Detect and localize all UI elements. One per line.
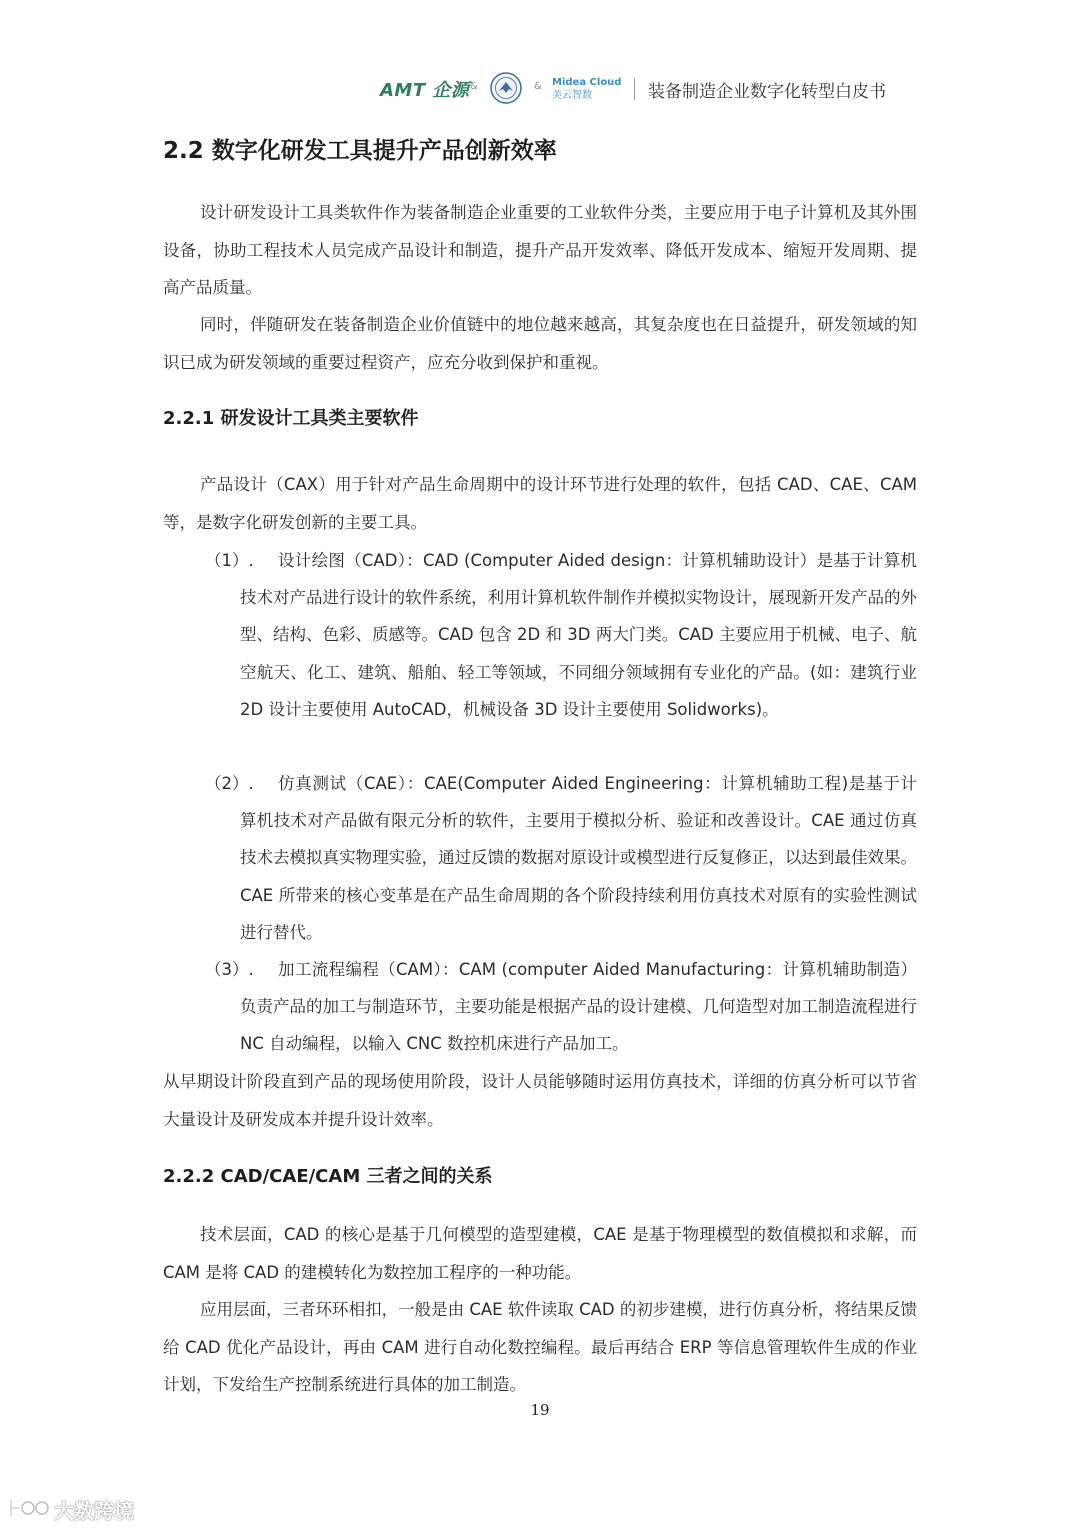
watermark-text: 大数跨境 <box>54 1499 134 1523</box>
list-item <box>205 951 917 1063</box>
page-header <box>380 72 920 112</box>
list-item <box>205 542 917 728</box>
subsection-heading: 2.2.1 研发设计工具类主要软件 <box>163 408 419 429</box>
midea-cloud-logo-text: Midea Cloud <box>552 77 622 88</box>
list-item-text: 仿真测试（CAE）：CAE(Computer Aided Engineering：计算机辅助工程)是基于计算机技术对产品做有限元分析的软件，主要用于模拟分析、验证和改善设计。CAE 通过仿真技术去模拟真实物理实验，通过反馈的数据对原设计或模型进行反复修正，以达到最佳效果。CAE 所带来的核心变革是在产品生命周期的各个阶段持续利用仿真技术对原有的实验性测试进行替代。 <box>240 774 917 942</box>
watermark-logo-icon <box>8 1496 52 1520</box>
paragraph: 技术层面，CAD 的核心是基于几何模型的造型建模，CAE 是基于物理模型的数值模拟和求解，而 CAM 是将 CAD 的建模转化为数控加工程序的一种功能。 <box>163 1225 917 1282</box>
document-title: 装备制造企业数字化转型白皮书 <box>648 82 886 102</box>
section-heading: 2.2 数字化研发工具提升产品创新效率 <box>163 138 557 164</box>
paragraph: 同时，伴随研发在装备制造企业价值链中的地位越来越高，其复杂度也在日益提升，研发领域的知识已成为研发领域的重要过程资产，应充分收到保护和重视。 <box>163 315 917 372</box>
page-number: 19 <box>530 1401 550 1419</box>
university-seal-logo <box>490 72 522 104</box>
header-divider <box>634 78 635 100</box>
paragraph: 设计研发设计工具类软件作为装备制造企业重要的工业软件分类，主要应用于电子计算机及其外围设备，协助工程技术人员完成产品设计和制造，提升产品开发效率、降低开发成本、缩短开发周期、提高产品质量。 <box>163 203 917 297</box>
paragraph: 产品设计（CAX）用于针对产品生命周期中的设计环节进行处理的软件，包括 CAD、CAE、CAM 等，是数字化研发创新的主要工具。 <box>163 475 917 532</box>
list-item-number: （3）. <box>205 960 254 979</box>
list-item <box>205 765 917 951</box>
watermark <box>8 1494 148 1522</box>
list-item-text: 设计绘图（CAD）：CAD (Computer Aided design：计算机辅助设计）是基于计算机技术对产品进行设计的软件系统，利用计算机软件制作并模拟实物设计，展现新开发产品的外型、结构、色彩、质感等。CAD 包含 2D 和 3D 两大门类。CAD 主要应用于机械、电子、航空航天、化工、建筑、船舶、轻工等领域，不同细分领域拥有专业化的产品。(如：建筑行业 2D 设计主要使用 AutoCAD，机械设备 3D 设计主要使用 Solidworks)。 <box>240 551 917 719</box>
list-item-text: 加工流程编程（CAM）：CAM (computer Aided Manufacturing：计算机辅助制造）负责产品的加工与制造环节，主要功能是根据产品的设计建模、几何造型对加工制造流程进行 NC 自动编程，以输入 CNC 数控机床进行产品加工。 <box>240 960 917 1054</box>
paragraph: 从早期设计阶段直到产品的现场使用阶段，设计人员能够随时运用仿真技术，详细的仿真分析可以节省大量设计及研发成本并提升设计效率。 <box>163 1072 917 1129</box>
list-item-number: （2）. <box>205 774 254 793</box>
amt-logo: AMT 企源 <box>380 80 470 101</box>
ampersand: & <box>534 81 542 92</box>
paragraph: 应用层面，三者环环相扣，一般是由 CAE 软件读取 CAD 的初步建模，进行仿真分析，将结果反馈给 CAD 优化产品设计，再由 CAM 进行自动化数控编程。最后再结合 ERP 等信息管理软件生成的作业计划，下发给生产控制系统进行具体的加工制造。 <box>163 1300 917 1394</box>
list-item-number: （1）. <box>205 551 254 570</box>
subsection-heading: 2.2.2 CAD/CAE/CAM 三者之间的关系 <box>163 1166 493 1187</box>
midea-cloud-logo <box>552 76 622 104</box>
ampersand: & <box>470 81 478 92</box>
midea-cloud-logo-cn: 美云智数 <box>552 90 592 101</box>
